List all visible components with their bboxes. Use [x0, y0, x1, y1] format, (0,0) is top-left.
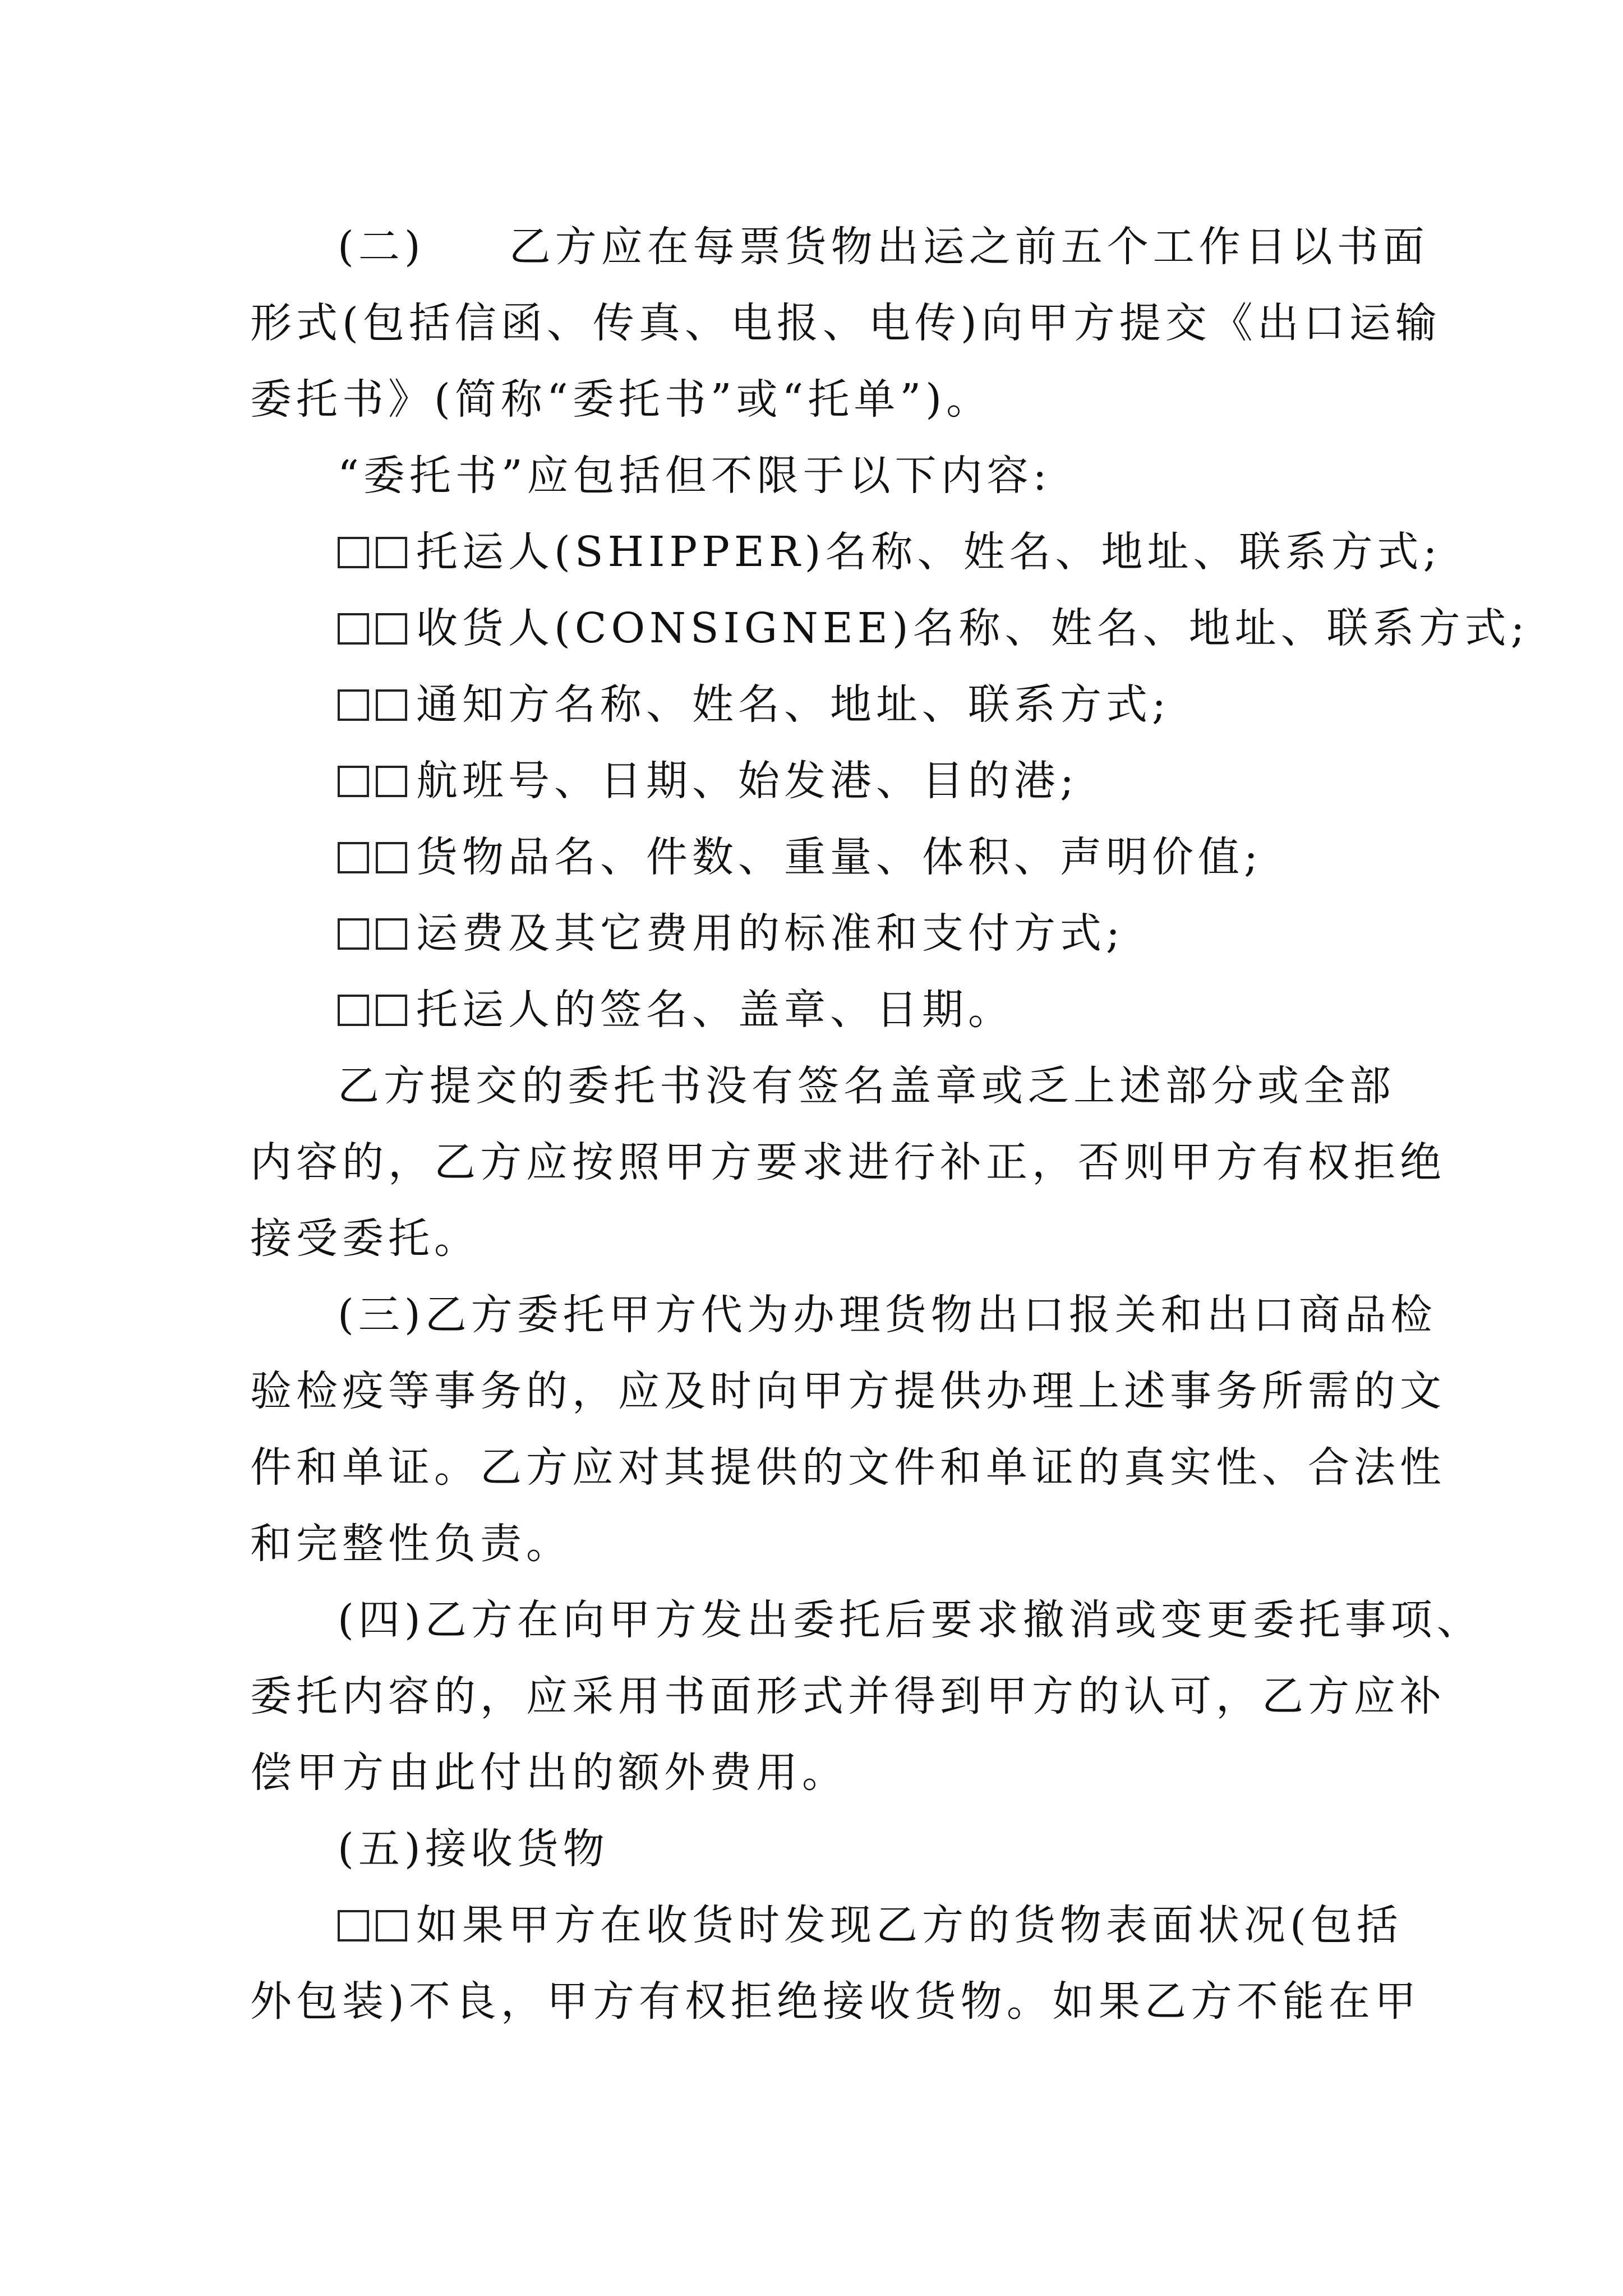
checkbox-glyph-icon — [338, 537, 369, 568]
list-item — [250, 743, 1383, 819]
list-item-text: 货物品名、件数、重量、体积、声明价值; — [416, 833, 1262, 881]
para2-intro: “委托书”应包括但不限于以下内容: — [338, 452, 1052, 500]
checkbox-glyph-icon — [338, 689, 369, 721]
checkbox-glyph-icon — [376, 842, 407, 873]
para7-line1 — [250, 1887, 1403, 1963]
checkbox-glyph-icon — [338, 842, 369, 873]
checkbox-glyph-icon — [338, 766, 369, 797]
document-body — [250, 209, 1529, 2040]
checkbox-glyph-icon — [376, 537, 407, 568]
para1-line3: 委托书》(简称“委托书”或“托单”)。 — [250, 375, 993, 424]
list-item — [250, 895, 1383, 972]
checkbox-glyph-icon — [338, 1910, 369, 1941]
para5-line3: 偿甲方由此付出的额外费用。 — [250, 1749, 848, 1797]
checkbox-glyph-icon — [338, 918, 369, 950]
para5-line2: 委托内容的，应采用书面形式并得到甲方的认可，乙方应补 — [250, 1672, 1446, 1720]
para3-line3: 接受委托。 — [250, 1214, 480, 1263]
list-item-text: 通知方名称、姓名、地址、联系方式; — [416, 680, 1170, 729]
list-item — [250, 666, 1383, 743]
list-item — [250, 972, 1383, 1048]
list-item — [250, 819, 1383, 895]
para4-line4: 和完整性负责。 — [250, 1520, 572, 1568]
list-item-text: 托运人(SHIPPER)名称、姓名、地址、联系方式; — [416, 528, 1442, 576]
list-item-text: 托运人的签名、盖章、日期。 — [416, 986, 1014, 1034]
checkbox-glyph-icon — [376, 613, 407, 645]
checkbox-glyph-icon — [376, 689, 407, 721]
checkbox-glyph-icon — [376, 918, 407, 950]
list-item — [250, 514, 1442, 590]
section-number: (二) — [338, 223, 425, 271]
para1-line2: 形式(包括信函、传真、电报、电传)向甲方提交《出口运输 — [250, 299, 1441, 347]
checkbox-glyph-icon — [338, 613, 369, 645]
para4-line3: 件和单证。乙方应对其提供的文件和单证的真实性、合法性 — [250, 1443, 1446, 1492]
list-item-text: 收货人(CONSIGNEE)名称、姓名、地址、联系方式; — [416, 604, 1529, 652]
para1-line1-text: 乙方应在每票货物出运之前五个工作日以书面 — [509, 223, 1429, 271]
para1-line1 — [250, 209, 1429, 285]
para4-line2: 验检疫等事务的，应及时向甲方提供办理上述事务所需的文 — [250, 1367, 1446, 1415]
section-heading: (五)接收货物 — [338, 1825, 609, 1873]
checkbox-glyph-icon — [376, 1910, 407, 1941]
para5-line1: (四)乙方在向甲方发出委托后要求撤消或变更委托事项、 — [338, 1596, 1483, 1644]
para3-line1: 乙方提交的委托书没有签名盖章或乏上述部分或全部 — [338, 1062, 1395, 1110]
list-item — [250, 590, 1529, 666]
para3-line2: 内容的，乙方应按照甲方要求进行补正，否则甲方有权拒绝 — [250, 1138, 1446, 1186]
checkbox-glyph-icon — [376, 766, 407, 797]
checkbox-glyph-icon — [376, 995, 407, 1026]
para4-line1: (三)乙方委托甲方代为办理货物出口报关和出口商品检 — [338, 1291, 1437, 1339]
para7-line2: 外包装)不良，甲方有权拒绝接收货物。如果乙方不能在甲 — [250, 1977, 1421, 2026]
checkbox-glyph-icon — [338, 995, 369, 1026]
list-item-text: 运费及其它费用的标准和支付方式; — [416, 909, 1124, 958]
para7-line1-text: 如果甲方在收货时发现乙方的货物表面状况(包括 — [416, 1901, 1403, 1949]
list-item-text: 航班号、日期、始发港、目的港; — [416, 757, 1078, 805]
